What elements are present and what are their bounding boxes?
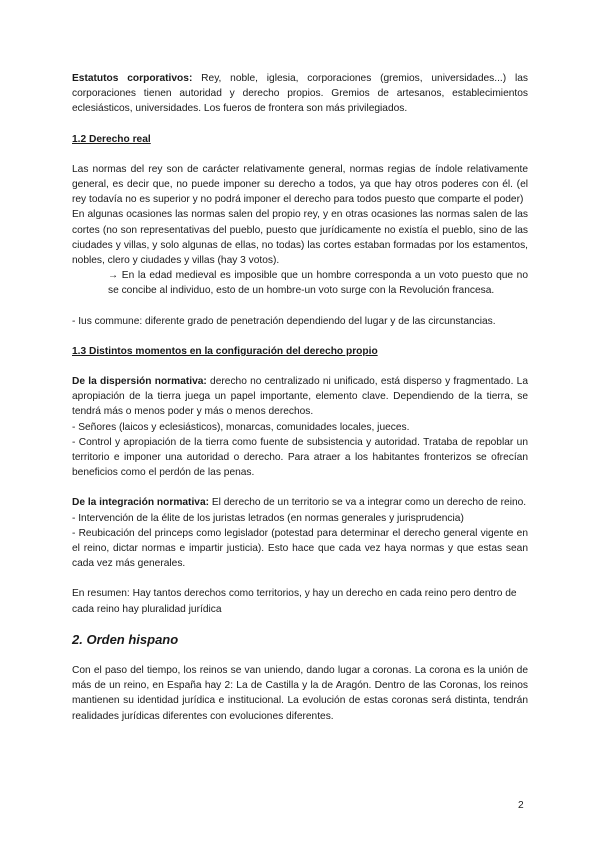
section-1-3-heading: 1.3 Distintos momentos en la configuración del derecho propio — [72, 345, 378, 357]
ius-commune-paragraph: - Ius commune: diferente grado de penetración dependiendo del lugar y de las circunstancias. — [72, 315, 496, 327]
derecho-real-arrow-note: → En la edad medieval es imposible que un hombre corresponda a un voto puesto que no se concibe al individuo, esto de un hombre-un voto surge con la Revolución francesa. — [108, 270, 528, 297]
section-2-heading: 2. Orden hispano — [72, 631, 179, 647]
integracion-bullet-1: - Intervención de la élite de los juristas letrados (en normas generales y jurisprudencia) — [72, 512, 464, 524]
section-1-2-heading: 1.2 Derecho real — [72, 133, 151, 145]
document-page — [72, 71, 528, 724]
estatutos-paragraph — [72, 71, 528, 117]
integracion-text: El derecho de un territorio se va a integrar como un derecho de reino. — [209, 497, 527, 509]
estatutos-text: Rey, noble, iglesia, corporaciones (gremios, universidades...) las corporaciones tienen autoridad y derecho propios. Gremios de artesanos, establecimientos eclesiásticos, universidades. Los fueros de frontera son más privilegiados. — [72, 73, 528, 115]
dispersion-text: derecho no centralizado ni unificado, está disperso y fragmentado. La apropiación de la tierra juega un papel importante, elemento clave. Dependiendo de la tierra, se tendrá más o menos poder y más o menos derechos. — [72, 376, 528, 418]
derecho-real-p2: En algunas ocasiones las normas salen del propio rey, y en otras ocasiones las normas salen de las cortes (no son representativas del pueblo, puesto que jurídicamente no existía el pueblo, sino de las ciudades y villas, y solo algunas de ellas, no todas) las cortes estaban formadas por los estamentos, nobles, clero y ciudades y villas (hay 3 votos). — [72, 209, 528, 267]
integracion-bullet-2: - Reubicación del princeps como legislador (potestad para determinar el derecho general vigente en el reino, dictar normas e impartir justicia). Esto hace que cada vez haya normas y que estas sean cada vez más generales. — [72, 527, 528, 570]
dispersion-label: De la dispersión normativa: — [72, 376, 207, 388]
estatutos-label: Estatutos corporativos: — [72, 73, 193, 84]
integracion-paragraph — [72, 495, 528, 510]
derecho-real-p1: Las normas del rey son de carácter relativamente general, normas regias de índole relativamente general, es decir que, no puede imponer su derecho a todos, ya que hay otros poderes con él. (el rey todavía no es superior y no podrá imponer el derecho para todos puesto que comparte el poder) — [72, 163, 528, 206]
page-number: 2 — [518, 800, 524, 811]
dispersion-bullet-1: - Señores (laicos y eclesiásticos), monarcas, comunidades locales, jueces. — [72, 421, 410, 433]
dispersion-bullet-2: - Control y apropiación de la tierra como fuente de subsistencia y autoridad. Trataba de repoblar un territorio e imponer una autoridad o derecho. Para atraer a los habitantes fronterizos se ofrecían beneficios como el perdón de las penas. — [72, 436, 528, 479]
orden-hispano-paragraph: Con el paso del tiempo, los reinos se van uniendo, dando lugar a coronas. La corona es la unión de más de un reino, en España hay 2: La de Castilla y la de Aragón. Dentro de las Coronas, los reinos mantienen su identidad jurídica e institucional. La evolución de estas coronas será distinta, tendrán realidades jurídicas diferentes con evoluciones diferentes. — [72, 664, 528, 722]
integracion-label: De la integración normativa: — [72, 497, 209, 509]
dispersion-paragraph — [72, 374, 528, 420]
resumen-paragraph: En resumen: Hay tantos derechos como territorios, y hay un derecho en cada reino pero dentro de cada reino hay pluralidad jurídica — [72, 588, 517, 615]
